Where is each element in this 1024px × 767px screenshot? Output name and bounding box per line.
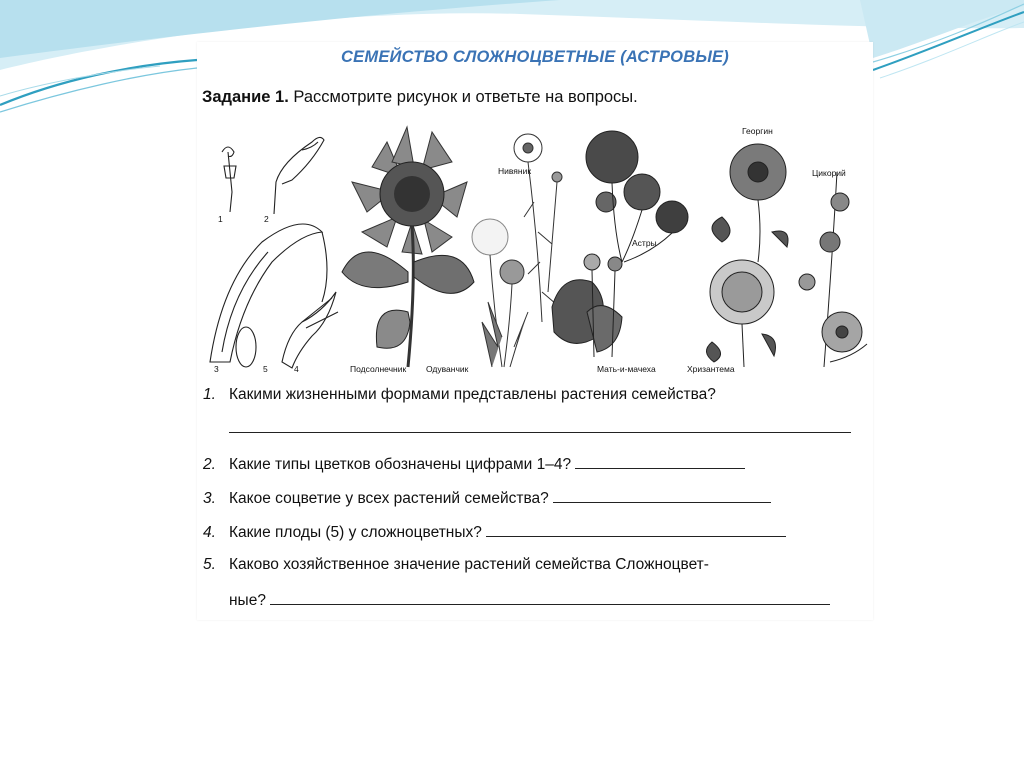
question-number: 5. bbox=[203, 556, 216, 573]
ligulate-floret-drawing bbox=[274, 137, 324, 214]
funnel-floret-drawing bbox=[282, 292, 338, 368]
answer-blank-3[interactable] bbox=[553, 488, 771, 503]
answer-line-1 bbox=[203, 418, 863, 438]
tubular-floret-drawing bbox=[222, 147, 236, 212]
chrysanthemum-drawing bbox=[706, 260, 775, 367]
question-text: Какое соцветие у всех растений семейства? bbox=[229, 490, 549, 507]
question-2 bbox=[203, 454, 863, 474]
worksheet-card bbox=[197, 42, 873, 620]
part-number-2: 2 bbox=[264, 214, 269, 224]
task-label: Задание 1. bbox=[202, 88, 289, 106]
plants-illustration bbox=[202, 122, 868, 374]
question-4 bbox=[203, 522, 863, 542]
task-line bbox=[202, 88, 638, 107]
large-floret-drawing bbox=[210, 224, 327, 362]
part-number-4: 4 bbox=[294, 364, 299, 374]
oxeye-daisy-drawing bbox=[514, 134, 562, 322]
question-number: 3. bbox=[203, 490, 216, 507]
chicory-drawing bbox=[799, 172, 867, 367]
label-chicory: Цикорий bbox=[812, 168, 846, 178]
label-dandelion: Одуванчик bbox=[426, 364, 469, 374]
answer-blank-4[interactable] bbox=[486, 522, 786, 537]
label-oxeye-daisy: Нивяник bbox=[498, 166, 532, 176]
label-coltsfoot: Мать-и-мачеха bbox=[597, 364, 656, 374]
achene-drawing bbox=[236, 327, 256, 367]
worksheet-title: СЕМЕЙСТВО СЛОЖНОЦВЕТНЫЕ (АСТРОВЫЕ) bbox=[341, 48, 729, 66]
sunflower-drawing bbox=[342, 127, 474, 367]
question-text: Каково хозяйственное значение растений семейства Сложноцвет- bbox=[229, 556, 709, 573]
label-chrysanthemum: Хризантема bbox=[687, 364, 735, 374]
label-dahlia: Георгин bbox=[742, 126, 773, 136]
question-text: Какими жизненными формами представлены растения семейства? bbox=[229, 386, 716, 403]
question-text: Какие типы цветков обозначены цифрами 1–4? bbox=[229, 456, 572, 473]
answer-blank-1[interactable] bbox=[229, 418, 851, 433]
question-5 bbox=[203, 556, 863, 574]
coltsfoot-drawing bbox=[552, 254, 622, 357]
part-number-1: 1 bbox=[218, 214, 223, 224]
question-number: 4. bbox=[203, 524, 216, 541]
question-3 bbox=[203, 488, 863, 508]
question-1 bbox=[203, 386, 863, 404]
part-number-3: 3 bbox=[214, 364, 219, 374]
question-number: 1. bbox=[203, 386, 216, 403]
question-text-cont: ные? bbox=[229, 592, 266, 609]
answer-blank-2[interactable] bbox=[575, 454, 745, 469]
dahlia-drawing bbox=[712, 144, 788, 262]
task-text: Рассмотрите рисунок и ответьте на вопросы. bbox=[293, 88, 638, 106]
label-asters: Астры bbox=[632, 238, 657, 248]
question-5-continuation bbox=[203, 590, 863, 610]
answer-blank-5[interactable] bbox=[270, 590, 830, 605]
part-number-5: 5 bbox=[263, 364, 268, 374]
dandelion-drawing bbox=[472, 219, 528, 367]
question-number: 2. bbox=[203, 456, 216, 473]
question-text: Какие плоды (5) у сложноцветных? bbox=[229, 524, 482, 541]
label-sunflower: Подсолнечник bbox=[350, 364, 407, 374]
